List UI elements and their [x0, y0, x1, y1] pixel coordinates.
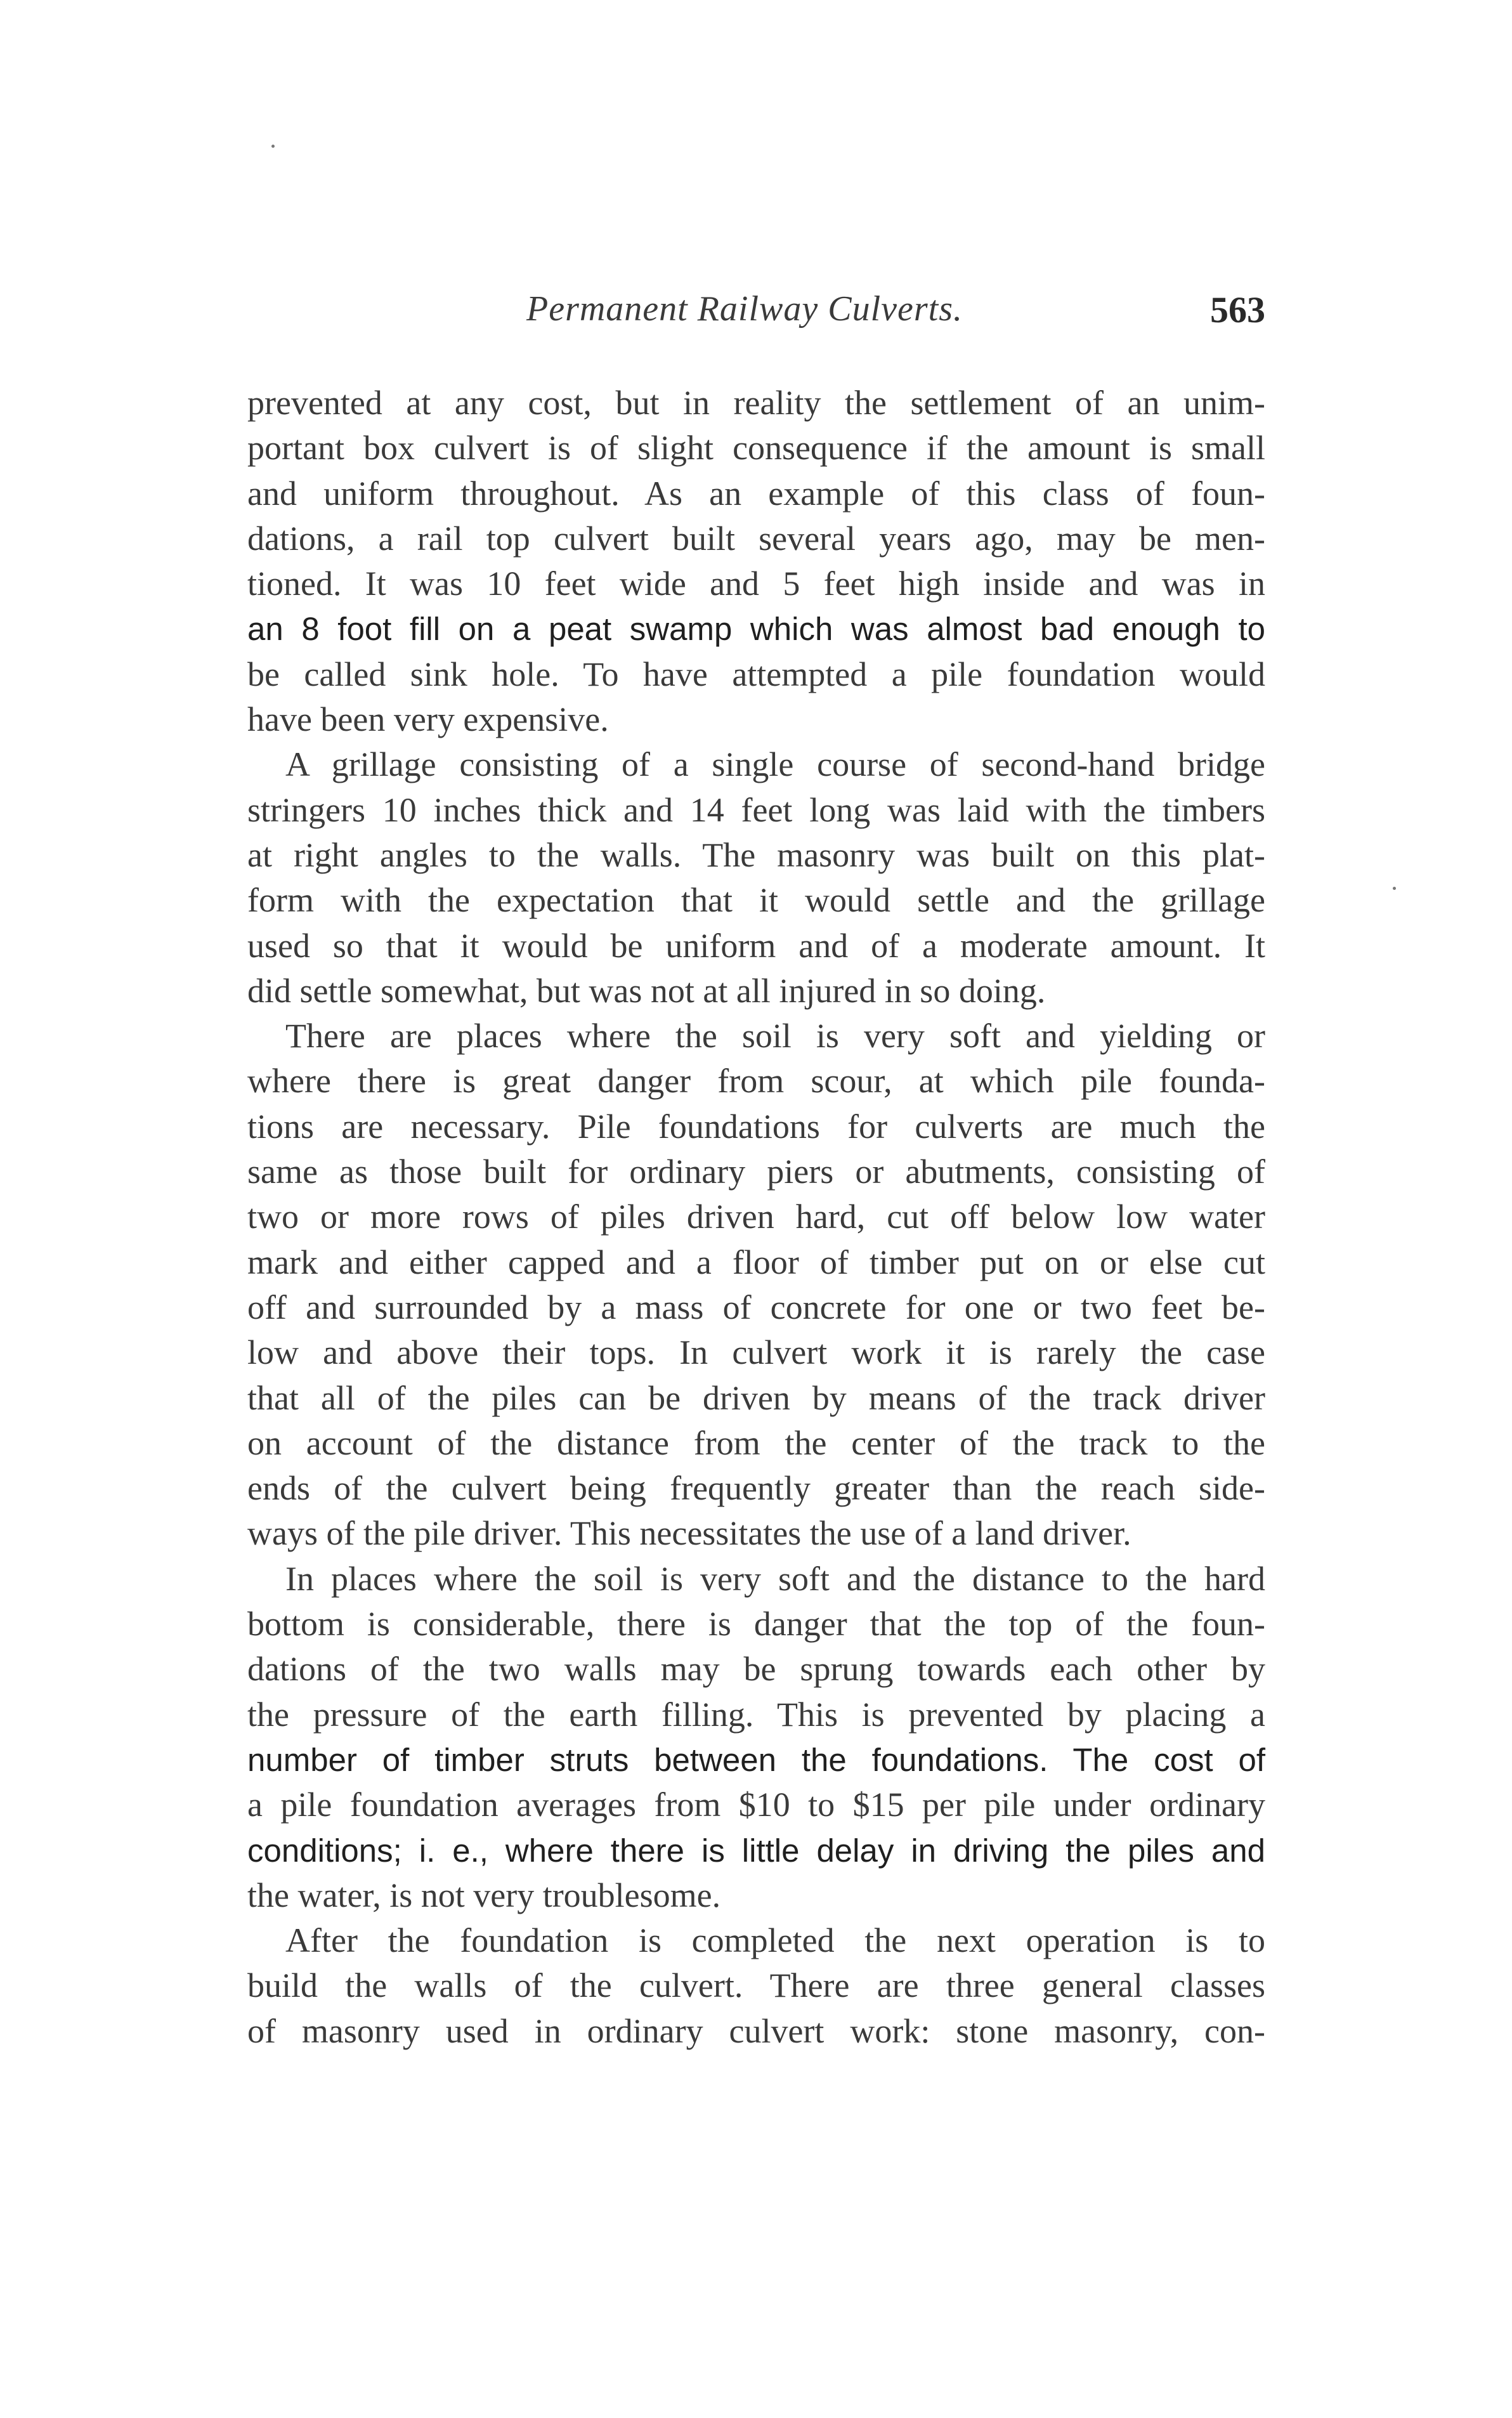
- text-line: off and surrounded by a mass of concrete for one or two feet be-: [247, 1288, 1265, 1326]
- text-line: portant box culvert is of slight consequence if the amount is small: [247, 429, 1265, 467]
- text-line: on account of the distance from the center of the track to the: [247, 1423, 1265, 1462]
- running-head: [247, 289, 1265, 339]
- text-line: the pressure of the earth filling. This is prevented by placing a: [247, 1695, 1265, 1734]
- text-line: ways of the pile driver. This necessitates the use of a land driver.: [247, 1514, 1131, 1553]
- text-line: bottom is considerable, there is danger that the top of the foun-: [247, 1605, 1265, 1644]
- text-line: used so that it would be uniform and of a moderate amount. It: [247, 926, 1265, 965]
- text-line: did settle somewhat, but was not at all injured in so doing.: [247, 971, 1046, 1010]
- text-line: tioned. It was 10 feet wide and 5 feet high inside and was in: [247, 565, 1265, 603]
- text-line: low and above their tops. In culvert work it is rarely the case: [247, 1333, 1265, 1372]
- text-line: build the walls of the culvert. There are three general classes: [247, 1966, 1265, 2005]
- text-line: prevented at any cost, but in reality the settlement of an unim-: [247, 384, 1265, 422]
- text-line: the water, is not very troublesome.: [247, 1876, 721, 1914]
- text-line: at right angles to the walls. The masonry was built on this plat-: [247, 835, 1265, 874]
- scan-speck: [271, 145, 275, 148]
- text-line: that all of the piles can be driven by means of the track driver: [247, 1378, 1265, 1417]
- text-line: dations of the two walls may be sprung towards each other by: [247, 1650, 1265, 1689]
- text-line: mark and either capped and a floor of timber put on or else cut: [247, 1243, 1265, 1281]
- scan-speck: [1393, 887, 1396, 890]
- text-line: form with the expectation that it would settle and the grillage: [247, 881, 1265, 920]
- text-line: be called sink hole. To have attempted a pile foundation would: [247, 655, 1265, 693]
- text-line: two or more rows of piles driven hard, cut off below low water: [247, 1198, 1265, 1236]
- text-line: of masonry used in ordinary culvert work: stone masonry, con-: [247, 2011, 1265, 2050]
- text-line: A grillage consisting of a single course of second-hand bridge: [285, 745, 1265, 784]
- text-line: where there is great danger from scour, at which pile founda-: [247, 1062, 1265, 1101]
- body-text: [247, 381, 1265, 2054]
- text-line: dations, a rail top culvert built several years ago, may be men-: [247, 519, 1265, 558]
- text-line: After the foundation is completed the next operation is to: [285, 1921, 1265, 1960]
- text-line: and uniform throughout. As an example of this class of foun-: [247, 474, 1265, 513]
- text-line: ends of the culvert being frequently greater than the reach side-: [247, 1469, 1265, 1508]
- text-line: number of timber struts between the foundations. The cost of: [247, 1741, 1265, 1778]
- text-line: a pile foundation averages from $10 to $15 per pile under ordinary: [247, 1786, 1265, 1824]
- text-line: conditions; i. e., where there is little delay in driving the piles and: [247, 1832, 1265, 1869]
- text-line: have been very expensive.: [247, 700, 609, 739]
- text-line: There are places where the soil is very soft and yielding or: [285, 1017, 1265, 1055]
- running-title: Permanent Railway Culverts.: [526, 289, 963, 329]
- text-line: stringers 10 inches thick and 14 feet long was laid with the timbers: [247, 790, 1265, 829]
- text-line: same as those built for ordinary piers or abutments, consisting of: [247, 1153, 1265, 1191]
- text-line: tions are necessary. Pile foundations for culverts are much the: [247, 1107, 1265, 1146]
- text-line: In places where the soil is very soft and the distance to the hard: [285, 1559, 1265, 1598]
- text-line: an 8 foot fill on a peat swamp which was almost bad enough to: [247, 611, 1265, 648]
- page-number: 563: [1210, 289, 1265, 330]
